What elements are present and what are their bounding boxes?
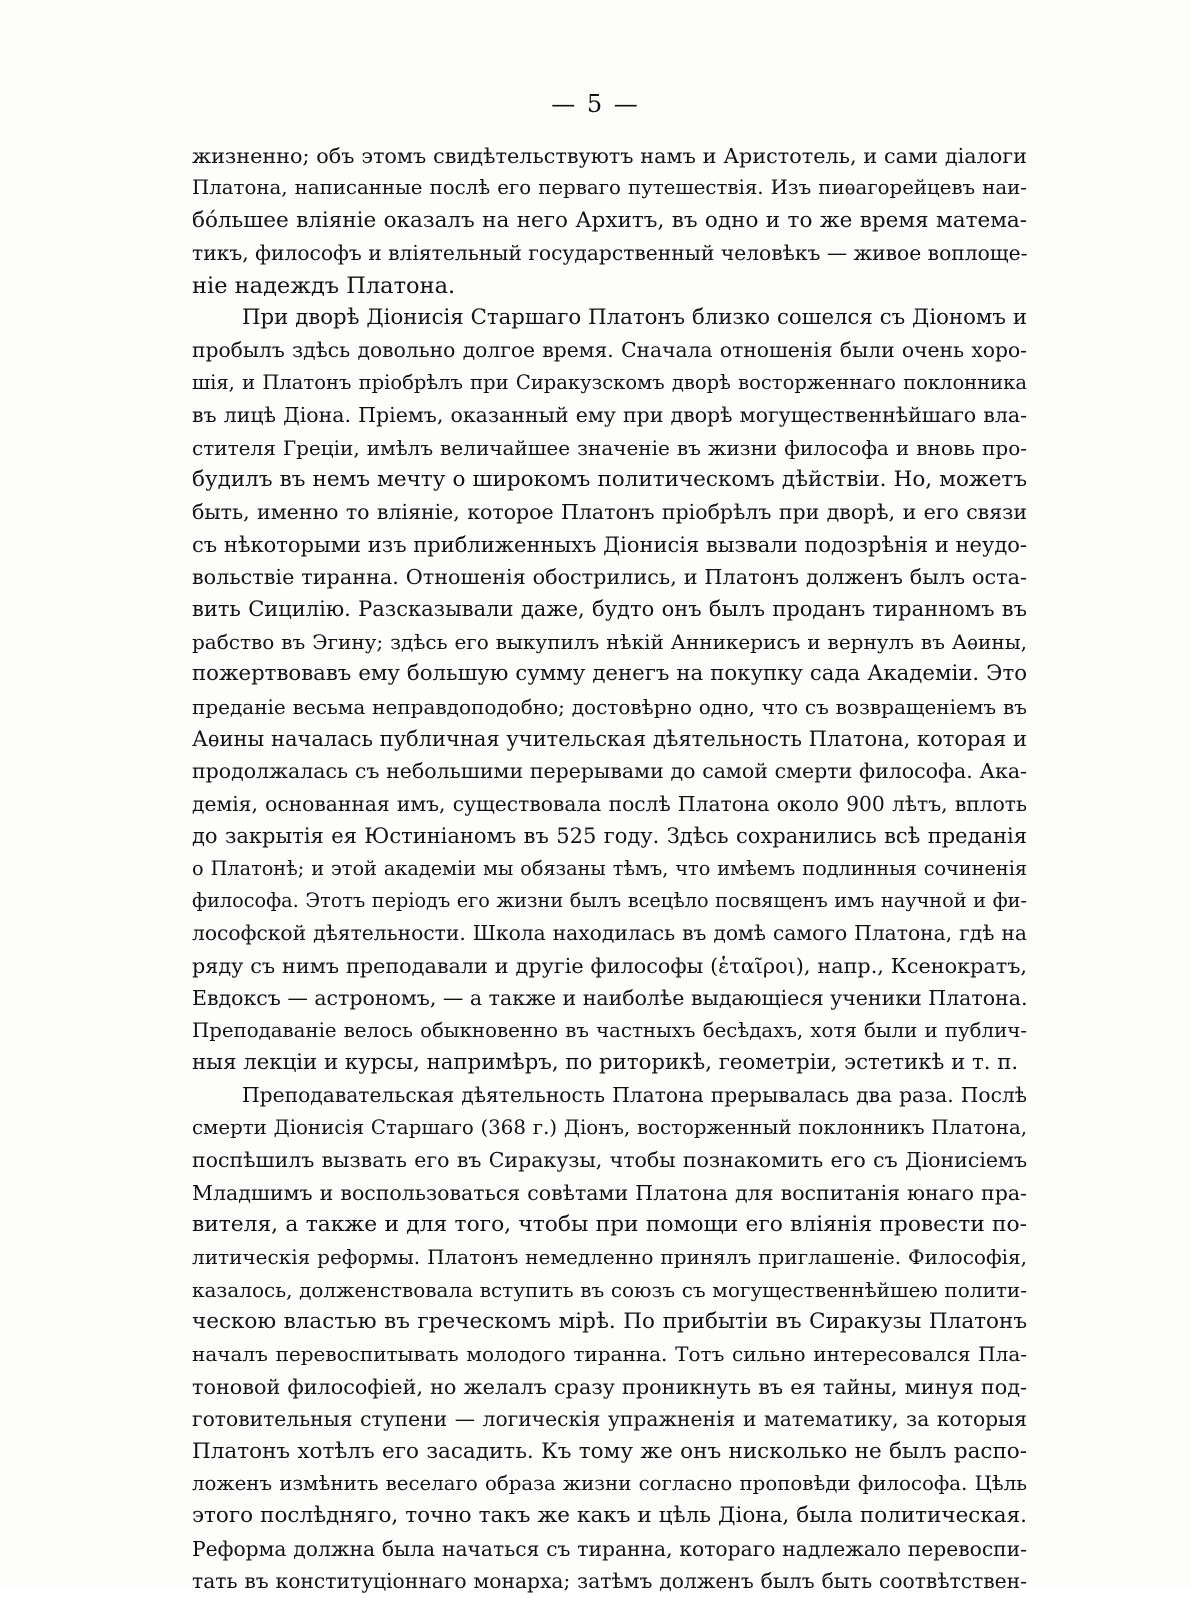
text-line: ложенъ измѣнить веселаго образа жизни согласно проповѣди философа. Цѣль [192,1472,1027,1496]
text-line: Платонъ хотѣлъ его засадить. Къ тому же онъ нисколько не былъ распо- [192,1438,1027,1464]
text-line: тикъ, философъ и вліятельный государственный человѣкъ — живое воплоще- [192,241,1027,266]
text-line: пробылъ здѣсь довольно долгое время. Сначала отношенія были очень хоро- [192,338,1027,363]
text-line: Преподавательская дѣятельность Платона прерывалась два раза. Послѣ [242,1083,1027,1108]
text-line: шія, и Платонъ пріобрѣлъ при Сиракузскомъ дворѣ восторженнаго поклонника [192,370,1027,394]
text-line: казалось, долженствовала вступить въ союзъ съ могущественнѣйшею полити- [192,1277,1027,1302]
text-line: Платона, написанные послѣ его перваго путешествія. Изъ пиѳагорейцевъ наи- [192,176,1027,200]
text-line: вителя, а также и для того, чтобы при помощи его вліянія провести по- [192,1211,1027,1237]
text-line: готовительныя ступени — логическія упражненія и математику, за которыя [192,1407,1027,1432]
text-line: стителя Греціи, имѣлъ величайшее значеніе въ жизни философа и вновь про- [192,435,1027,460]
text-line: Аѳины началась публичная учительская дѣятельность Платона, которая и [192,727,1027,752]
text-line: Младшимъ и воспользоваться совѣтами Платона для воспитанія юнаго пра- [192,1180,1027,1205]
text-line: Преподаваніе велось обыкновенно въ частныхъ бесѣдахъ, хотя были и публич- [192,1018,1027,1042]
text-line: тать въ конституціоннаго монарха; затѣмъ долженъ былъ быть соотвѣтствен- [192,1569,1027,1594]
text-line: продолжалась съ небольшими перерывами до самой смерти философа. Ака- [192,759,1027,784]
text-line: ныя лекціи и курсы, напримѣръ, по риторикѣ, геометріи, эстетикѣ и т. п. [192,1049,1019,1075]
text-line: будилъ въ немъ мечту о широкомъ политическомъ дѣйствіи. Но, можетъ [192,466,1027,492]
text-line: до закрытія ея Юстиніаномъ въ 525 году. Здѣсь сохранились всѣ преданія [192,824,1027,849]
text-line: литическія реформы. Платонъ немедленно принялъ приглашеніе. Философія, [192,1245,1027,1270]
text-line: пожертвовавъ ему большую сумму денегъ на покупку сада Академіи. Это [192,661,1027,687]
text-line: тоновой философіей, но желалъ сразу проникнуть въ ея тайны, минуя под- [192,1374,1027,1399]
text-line: вить Сицилію. Разсказывали даже, будто онъ былъ проданъ тиранномъ въ [192,597,1027,622]
text-line: демія, основанная имъ, существовала послѣ Платона около 900 лѣтъ, вплоть [192,791,1027,816]
text-line: Реформа должна была начаться съ тиранна, котораго надлежало перевоспи- [192,1536,1027,1561]
text-line: смерти Діонисія Старшаго (368 г.) Діонъ, восторженный поклонникъ Платона, [192,1115,1027,1139]
page-number: — 5 — [551,90,640,118]
text-line: въ лицѣ Діона. Пріемъ, оказанный ему при дворѣ могущественнѣйшаго вла- [192,403,1027,428]
text-line: вольствіе тиранна. Отношенія обострились, и Платонъ долженъ былъ оста- [192,565,1027,590]
text-line: этого послѣдняго, точно такъ же какъ и цѣль Діона, была политическая. [192,1503,1027,1529]
text-line: рабство въ Эгину; здѣсь его выкупилъ нѣкій Анникерисъ и вернулъ въ Аѳины, [192,629,1027,654]
text-line: ніе надеждъ Платона. [192,272,456,299]
text-line: ческою властью въ греческомъ мірѣ. По прибытіи въ Сиракузы Платонъ [192,1309,1027,1335]
text-line: о Платонѣ; и этой академіи мы обязаны тѣмъ, что имѣемъ подлинныя сочиненія [192,856,1027,880]
text-line: лософской дѣятельности. Школа находилась въ домѣ самого Платона, гдѣ на [192,921,1027,946]
text-line: съ нѣкоторыми изъ приближенныхъ Діонисія вызвали подозрѣнія и неудо- [192,532,1027,557]
text-line: быть, именно то вліяніе, которое Платонъ пріобрѣлъ при дворѣ, и его связи [192,500,1027,525]
text-line: бόльшее вліяніе оказалъ на него Архитъ, въ одно и то же время матема- [192,207,1027,233]
text-line: При дворѣ Діонисія Старшаго Платонъ близко сошелся съ Діономъ и [242,304,1027,330]
text-line: жизненно; объ этомъ свидѣтельствуютъ намъ и Аристотель, и сами діалоги [192,144,1027,168]
text-line: ряду съ нимъ преподавали и другіе философы (ἑταῖροι), напр., Ксенократъ, [192,953,1027,978]
text-line: поспѣшилъ вызвать его въ Сиракузы, чтобы познакомить его съ Діонисіемъ [192,1148,1027,1173]
text-line: преданіе весьма неправдоподобно; достовѣрно одно, что съ возвращеніемъ въ [192,694,1027,719]
body-text [192,140,1027,1598]
text-line: философа. Этотъ періодъ его жизни былъ всецѣло посвященъ имъ научной и фи- [192,888,1027,912]
text-line: началъ перевоспитывать молодого тиранна. Тотъ сильно интересовался Пла- [192,1342,1027,1367]
text-line: Евдоксъ — астрономъ, — а также и наиболѣе выдающіеся ученики Платона. [192,986,1027,1011]
